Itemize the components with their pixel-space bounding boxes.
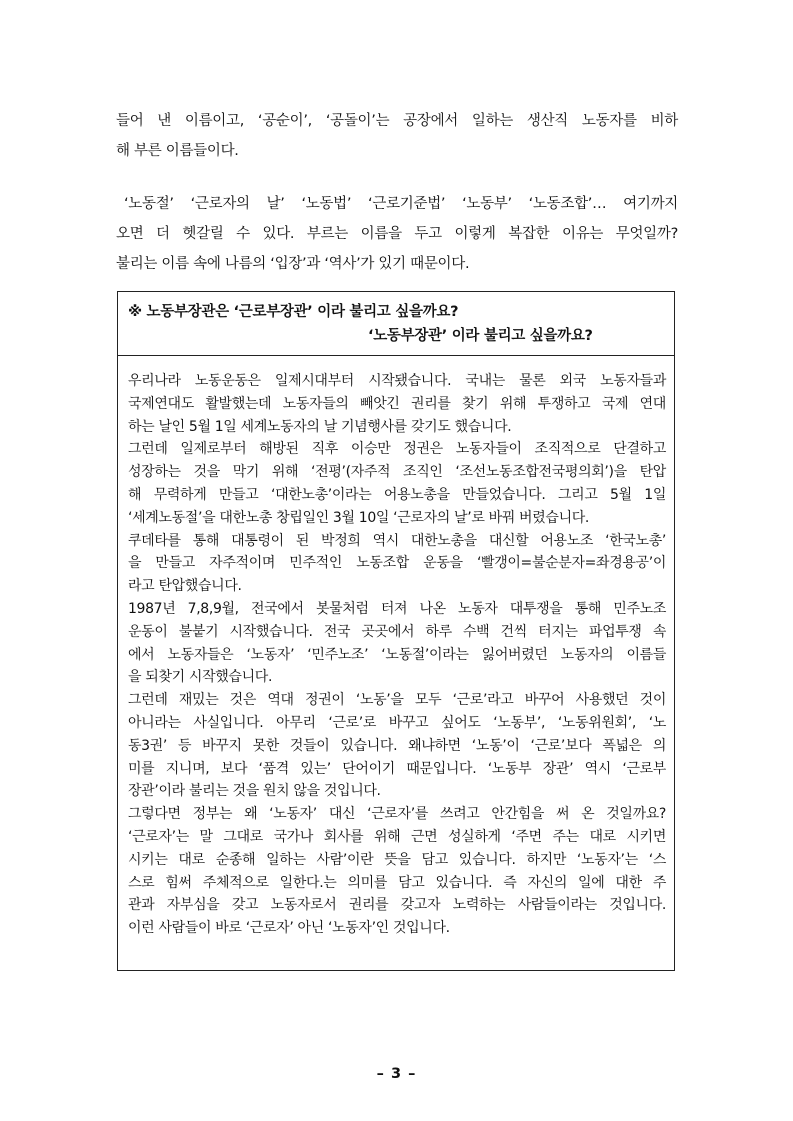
box-text-line: 쿠데타를 통해 대통령이 된 박정희 역시 대한노총을 대신할 어용노조 ‘한국노총’ (128, 532, 666, 549)
text-line: 오면 더 헷갈릴 수 있다. 부르는 이름을 두고 이렇게 복잡한 이유는 무엇일까? (116, 226, 678, 242)
box-text-line: ‘세계노동절’을 대한노총 창립일인 3월 10일 ‘근로자의 날’로 바꿔 버렸습니다. (128, 509, 590, 526)
box-text-line: 을 되찾기 시작했습니다. (128, 669, 273, 686)
box-text-line: 관과 자부심을 갖고 노동자로서 권리를 갖고자 노력하는 사람들이라는 것입니다. (128, 897, 666, 914)
box-text-line: 국제연대도 활발했는데 노동자들의 빼앗긴 권리를 찾기 위해 투쟁하고 국제 연대 (128, 395, 666, 412)
box-heading-line-2: ‘노동부장관’ 이라 불리고 싶을까요? (368, 328, 593, 344)
box-text-line: 장관’이라 불리는 것을 원치 않을 것입니다. (128, 783, 381, 800)
box-text-line: 을 만들고 자주적이며 민주적인 노동조합 운동을 ‘빨갱이=불순분자=좌경용공’이 (128, 555, 666, 572)
box-text-line: 운동이 불붙기 시작했습니다. 전국 곳곳에서 하루 수백 건씩 터지는 파업투쟁 속 (128, 623, 666, 640)
box-text-line: 그런데 일제로부터 해방된 직후 이승만 정권은 노동자들이 조직적으로 단결하고 (128, 441, 666, 458)
intro-paragraph-2 (116, 189, 678, 279)
box-text-line: 시키는 대로 순종해 일하는 사람’이란 뜻을 담고 있습니다. 하지만 ‘노동자’는 ‘스 (128, 851, 666, 868)
text-line: 불리는 이름 속에 나름의 ‘입장’과 ‘역사’가 있기 때문이다. (116, 256, 470, 272)
box-text-line: 그런데 재밌는 것은 역대 정권이 ‘노동’을 모두 ‘근로’라고 바꾸어 사용했던 것이 (128, 692, 666, 709)
box-text-line: 라고 탄압했습니다. (128, 578, 242, 595)
box-text-line: 우리나라 노동운동은 일제시대부터 시작됐습니다. 국내는 물론 외국 노동자들과 (128, 373, 666, 389)
intro-paragraph-1 (116, 106, 678, 166)
box-text-line: 아니라는 사실입니다. 아무리 ‘근로’로 바꾸고 싶어도 ‘노동부’, ‘노동위원회’, ‘노 (128, 714, 666, 731)
text-line: ‘노동절’ ‘근로자의 날’ ‘노동법’ ‘근로기준법’ ‘노동부’ ‘노동조합’… 여기까지 (124, 196, 678, 212)
page-number: – 3 – (376, 1066, 417, 1082)
box-text-line: 해 무력하게 만들고 ‘대한노총’이라는 어용노총을 만들었습니다. 그리고 5월 1일 (128, 486, 666, 503)
box-body (128, 370, 666, 940)
box-text-line: 하는 날인 5월 1일 세계노동자의 날 기념행사를 갖기도 했습니다. (128, 418, 512, 435)
box-text-line: ‘근로자’는 말 그대로 국가나 회사를 위해 근면 성실하게 ‘주면 주는 대로 시키면 (128, 828, 666, 845)
box-heading-line-1: ※ 노동부장관은 ‘근로부장관’ 이라 불리고 싶을까요? (128, 304, 459, 320)
box-text-line: 1987년 7,8,9월, 전국에서 봇물처럼 터져 나온 노동자 대투쟁을 통해 민주노조 (128, 600, 666, 617)
text-line: 해 부른 이름들이다. (116, 143, 239, 159)
box-text-line: 동3권’ 등 바꾸지 못한 것들이 있습니다. 왜냐하면 ‘노동’이 ‘근로’보다 폭넓은 의 (128, 737, 666, 754)
box-text-line: 그렇다면 정부는 왜 ‘노동자’ 대신 ‘근로자’를 쓰려고 안간힘을 써 온 것일까요? (128, 806, 666, 823)
box-text-line: 에서 노동자들은 ‘노동자’ ‘민주노조’ ‘노동절’이라는 잃어버렸던 노동자의 이름들 (128, 646, 666, 663)
box-text-line: 성장하는 것을 막기 위해 ‘전평’(자주적 조직인 ‘조선노동조합전국평의회’)을 탄압 (128, 464, 666, 481)
sidebar-box (117, 291, 675, 971)
text-line: 들어 낸 이름이고, ‘공순이’, ‘공돌이’는 공장에서 일하는 생산직 노동자를 비하 (116, 113, 678, 129)
box-text-line: 스로 힘써 주체적으로 일한다.는 의미를 담고 있습니다. 즉 자신의 일에 대한 주 (128, 874, 666, 891)
box-text-line: 미를 지니며, 보다 ‘품격 있는’ 단어이기 때문입니다. ‘노동부 장관’ 역시 ‘근로부 (128, 760, 666, 777)
box-text-line: 이런 사람들이 바로 ‘근로자’ 아닌 ‘노동자’인 것입니다. (128, 920, 450, 937)
box-heading (118, 292, 674, 356)
